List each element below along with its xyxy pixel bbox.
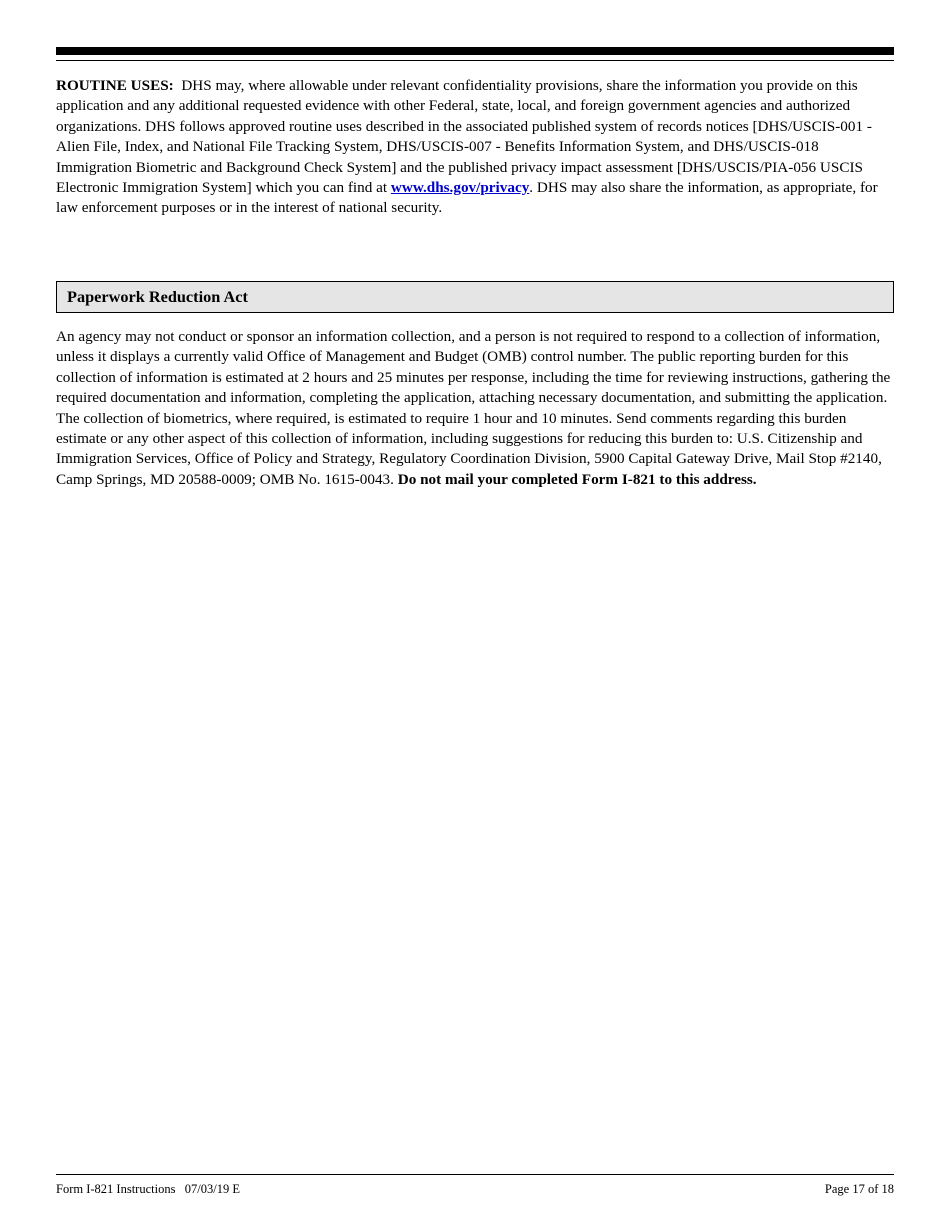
privacy-link[interactable]: www.dhs.gov/privacy <box>390 179 530 197</box>
routine-uses-text-after: . DHS may also share the information, as appropriate, for law enforcement purposes or in the interest of national security. <box>56 179 878 217</box>
header-thin-rule <box>56 60 894 61</box>
header-thick-rule <box>56 47 894 55</box>
paperwork-text: An agency may not conduct or sponsor an information collection, and a person is not required to respond to a collection of information, unless it displays a currently valid Office of Management and Budget (OMB) control number. The public reporting burden for this collection of information is estimated at 2 hours and 25 minutes per response, including the time for reviewing instructions, gathering the required documentation and information, completing the application, attaching necessary documentation, and submitting the application. The collection of biometrics, where required, is estimated to require 1 hour and 10 minutes. Send comments regarding this burden estimate or any other aspect of this collection of information, including suggestions for reducing this burden to: U.S. Citizenship and Immigration Services, Office of Policy and Strategy, Regulatory Coordination Division, 5900 Capital Gateway Drive, Mail Stop #2140, Camp Springs, MD 20588-0009; OMB No. 1615-0043. <box>56 328 891 488</box>
paperwork-paragraph <box>56 327 894 490</box>
routine-uses-label: ROUTINE USES: <box>56 77 174 94</box>
routine-uses-paragraph <box>56 76 894 219</box>
routine-uses-text: DHS may, where allowable under relevant confidentiality provisions, share the information you provide on this application and any additional requested evidence with other Federal, state, local, and foreign government agencies and authorized organizations. DHS follows approved routine uses described in the associated published system of records notices [DHS/USCIS-001 - Alien File, Index, and National File Tracking System, DHS/USCIS-007 - Benefits Information System, and DHS/USCIS-018 Immigration Biometric and Background Check System] and the published privacy impact assessment [DHS/USCIS/PIA-056 USCIS Electronic Immigration System] which you can find at <box>56 77 872 197</box>
footer-rule <box>56 1174 894 1175</box>
paperwork-bold-notice: Do not mail your completed Form I-821 to this address. <box>397 470 757 488</box>
footer-form-id: Form I-821 Instructions 07/03/19 E <box>56 1182 241 1196</box>
paperwork-reduction-heading: Paperwork Reduction Act <box>56 281 894 313</box>
footer-page-number: Page 17 of 18 <box>824 1182 894 1196</box>
